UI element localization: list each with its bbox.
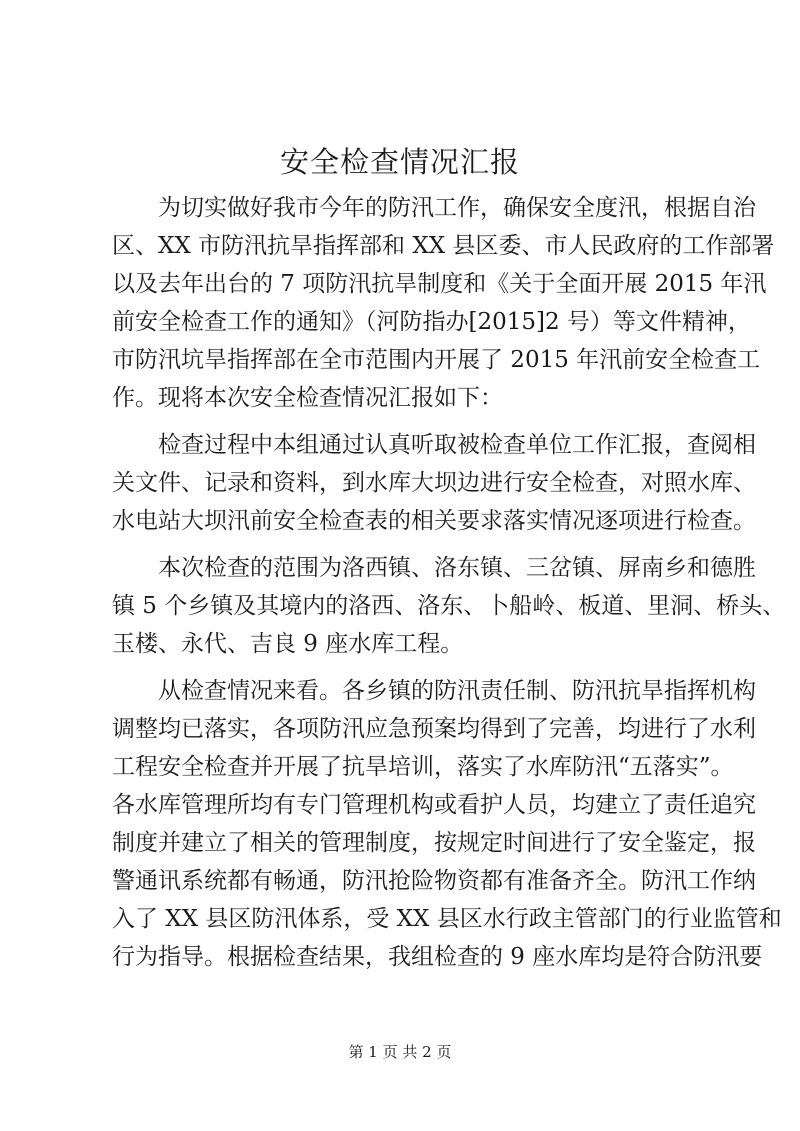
body-line: 工程安全检查并开展了抗旱培训，落实了水库防汛“五落实”。 <box>112 754 734 780</box>
body-line: 镇 5 个乡镇及其境内的洛西、洛东、卜船岭、板道、里洞、桥头、 <box>112 593 786 619</box>
body-line: 本次检查的范围为洛西镇、洛东镇、三岔镇、屏南乡和德胜 <box>158 555 756 581</box>
document-title: 安全检查情况汇报 <box>279 145 520 179</box>
body-line: 入了 XX 县区防汛体系，受 XX 县区水行政主管部门的行业监管和 <box>112 906 782 932</box>
body-line: 为切实做好我市今年的防汛工作，确保安全度汛，根据自治 <box>158 195 756 221</box>
body-line: 检查过程中本组通过认真听取被检查单位工作汇报，查阅相 <box>158 432 756 458</box>
body-line: 行为指导。根据检查结果，我组检查的 9 座水库均是符合防汛要 <box>112 944 763 970</box>
body-line: 玉楼、永代、吉良 9 座水库工程。 <box>112 631 464 657</box>
body-line: 以及去年出台的 7 项防汛抗旱制度和《关于全面开展 2015 年汛 <box>112 271 767 297</box>
body-line: 前安全检查工作的通知》（河防指办[2015]2 号）等文件精神， <box>112 309 751 335</box>
body-line: 调整均已落实，各项防汛应急预案均得到了完善，均进行了水利 <box>112 716 756 742</box>
body-line: 作。现将本次安全检查情况汇报如下： <box>112 385 503 411</box>
body-line: 从检查情况来看。各乡镇的防汛责任制、防汛抗旱指挥机构 <box>158 678 756 704</box>
body-line: 警通讯系统都有畅通，防汛抢险物资都有准备齐全。防汛工作纳 <box>112 868 756 894</box>
body-line: 水电站大坝汛前安全检查表的相关要求落实情况逐项进行检查。 <box>112 508 756 534</box>
body-line: 区、XX 市防汛抗旱指挥部和 XX 县区委、市人民政府的工作部署 <box>112 233 775 259</box>
body-line: 制度并建立了相关的管理制度，按规定时间进行了安全鉴定，报 <box>112 830 756 856</box>
body-line: 关文件、记录和资料，到水库大坝边进行安全检查，对照水库、 <box>112 470 756 496</box>
body-line: 各水库管理所均有专门管理机构或看护人员，均建立了责任追究 <box>112 792 756 818</box>
page-number-footer: 第 1 页 共 2 页 <box>348 1043 452 1061</box>
body-line: 市防汛坑旱指挥部在全市范围内开展了 2015 年汛前安全检查工 <box>112 347 761 373</box>
